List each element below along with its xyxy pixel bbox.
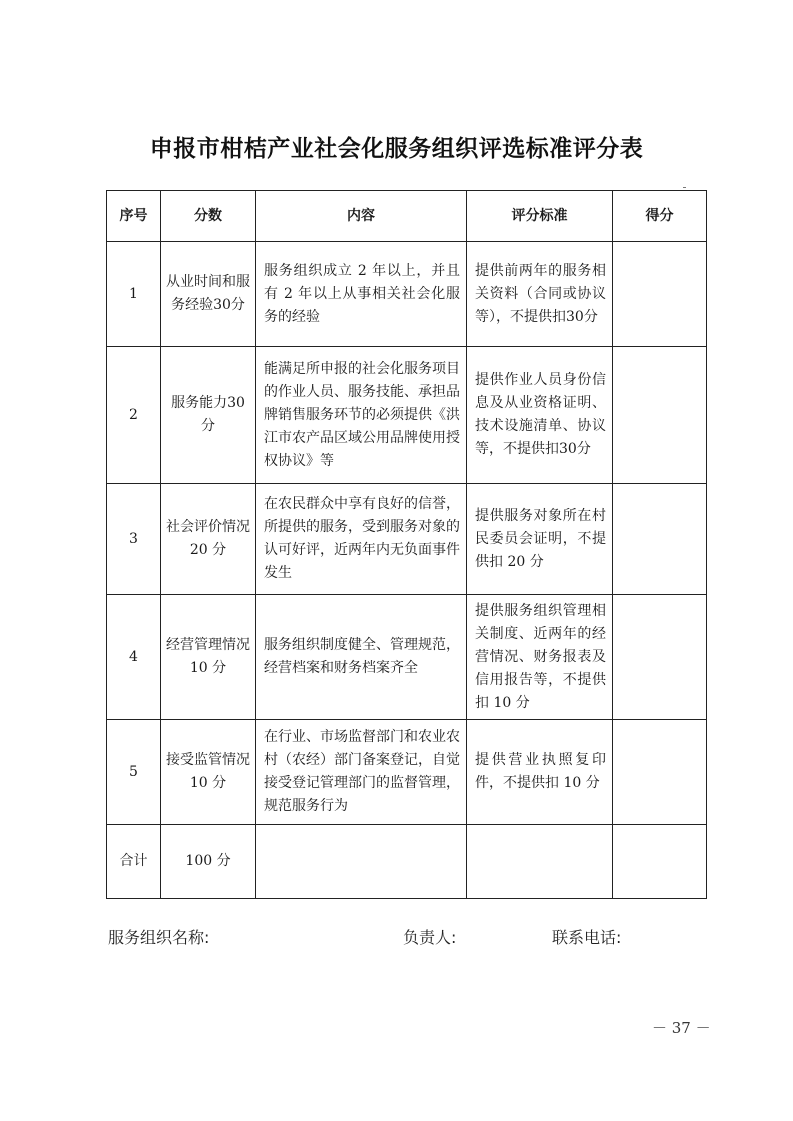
- row-standard: 提供前两年的服务相关资料（合同或协议等），不提供扣30分: [467, 242, 613, 347]
- row-score: 接受监管情况 10 分: [161, 720, 256, 825]
- row-no: 4: [107, 595, 161, 720]
- table-row: [107, 242, 707, 347]
- row-score: 经营管理情况 10 分: [161, 595, 256, 720]
- row-content: 在农民群众中享有良好的信誉，所提供的服务，受到服务对象的认可好评，近两年内无负面事件发生: [256, 484, 467, 595]
- org-name-label: 服务组织名称:: [108, 928, 210, 947]
- header-score: 分数: [161, 191, 256, 242]
- page-title: 申报市柑桔产业社会化服务组织评选标准评分表: [149, 136, 644, 162]
- table-header-row: [107, 191, 707, 242]
- header-content: 内容: [256, 191, 467, 242]
- row-standard: 提供营业执照复印件，不提供扣 10 分: [467, 720, 613, 825]
- row-got-cell[interactable]: [613, 720, 707, 825]
- row-score: 社会评价情况 20 分: [161, 484, 256, 595]
- score-table: [106, 190, 707, 899]
- table-row: [107, 484, 707, 595]
- header-no: 序号: [107, 191, 161, 242]
- phone-label: 联系电话:: [552, 928, 622, 947]
- row-content: [256, 825, 467, 899]
- header-got: 得分: [613, 191, 707, 242]
- row-content: 服务组织成立 2 年以上，并且有 2 年以上从事相关社会化服务的经验: [256, 242, 467, 347]
- row-standard: [467, 825, 613, 899]
- total-score: 100 分: [161, 825, 256, 899]
- total-row: [107, 825, 707, 899]
- row-no: 2: [107, 347, 161, 484]
- row-got-cell[interactable]: [613, 347, 707, 484]
- row-got-cell[interactable]: [613, 484, 707, 595]
- total-label: 合计: [107, 825, 161, 899]
- row-no: 3: [107, 484, 161, 595]
- row-score: 服务能力30分: [161, 347, 256, 484]
- row-got-cell[interactable]: [613, 242, 707, 347]
- row-standard: 提供作业人员身份信息及从业资格证明、技术设施清单、协议等，不提供扣30分: [467, 347, 613, 484]
- row-content: 在行业、市场监督部门和农业农村（农经）部门备案登记，自觉接受登记管理部门的监督管理，规范服务行为: [256, 720, 467, 825]
- row-no: 5: [107, 720, 161, 825]
- table-row: [107, 595, 707, 720]
- header-standard: 评分标准: [467, 191, 613, 242]
- scan-speck: [683, 187, 686, 188]
- page-number: － 37 －: [652, 1019, 711, 1037]
- total-got-cell[interactable]: [613, 825, 707, 899]
- table-row: [107, 347, 707, 484]
- row-standard: 提供服务组织管理相关制度、近两年的经营情况、财务报表及信用报告等，不提供扣 10 分: [467, 595, 613, 720]
- row-no: 1: [107, 242, 161, 347]
- leader-label: 负责人:: [403, 928, 457, 947]
- row-content: 服务组织制度健全、管理规范，经营档案和财务档案齐全: [256, 595, 467, 720]
- row-content: 能满足所申报的社会化服务项目的作业人员、服务技能、承担品牌销售服务环节的必须提供《洪江市农产品区域公用品牌使用授权协议》等: [256, 347, 467, 484]
- table-row: [107, 720, 707, 825]
- row-got-cell[interactable]: [613, 595, 707, 720]
- row-standard: 提供服务对象所在村民委员会证明，不提供扣 20 分: [467, 484, 613, 595]
- row-score: 从业时间和服务经验30分: [161, 242, 256, 347]
